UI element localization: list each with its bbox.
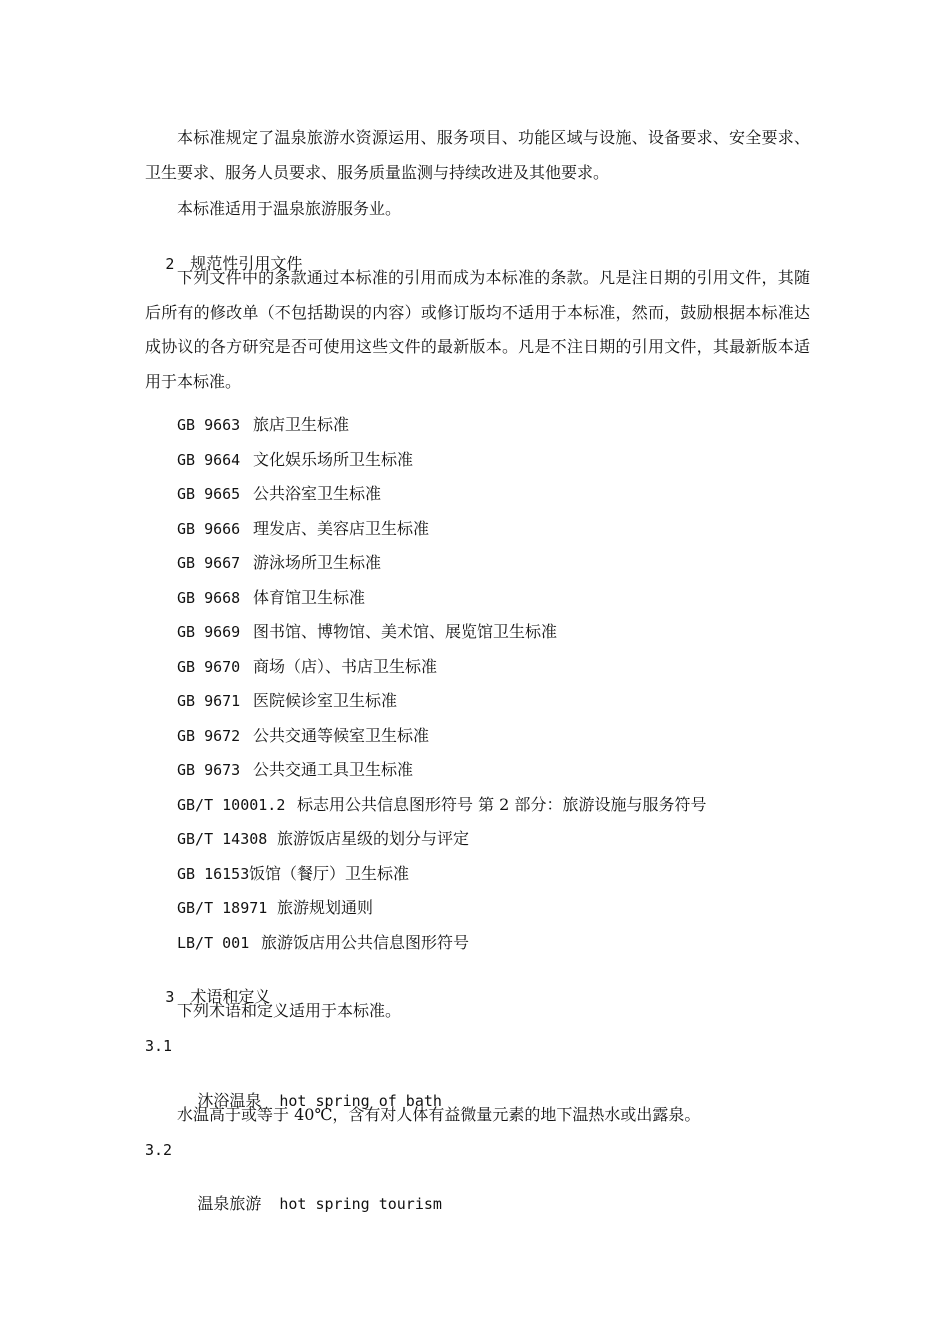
term-definition: 水温高于或等于 40℃，含有对人体有益微量元素的地下温热水或出露泉。 xyxy=(177,1105,701,1124)
reference-title: 旅游饭店星级的划分与评定 xyxy=(277,829,470,848)
reference-title: 标志用公共信息图形符号 第 2 部分：旅游设施与服务符号 xyxy=(297,795,707,814)
reference-title: 体育馆卫生标准 xyxy=(253,588,366,607)
reference-title: 公共交通等候室卫生标准 xyxy=(253,726,430,745)
term-zh: 温泉旅游 xyxy=(197,1194,262,1213)
reference-item xyxy=(177,657,437,677)
reference-item xyxy=(177,415,349,435)
reference-title: 理发店、美容店卫生标准 xyxy=(253,519,430,538)
reference-code: GB 9663 xyxy=(177,416,241,434)
reference-title: 旅店卫生标准 xyxy=(253,415,350,434)
reference-item xyxy=(177,553,381,573)
term-en: hot spring of bath xyxy=(279,1092,442,1110)
section-3-number: 3 xyxy=(165,988,175,1006)
reference-item xyxy=(177,691,397,711)
term-heading xyxy=(177,1174,442,1234)
reference-item xyxy=(177,588,365,608)
reference-title: 文化娱乐场所卫生标准 xyxy=(253,450,414,469)
reference-code: GB 9673 xyxy=(177,761,241,779)
section-3-intro: 下列术语和定义适用于本标准。 xyxy=(177,1001,402,1020)
reference-title: 饭馆（餐厅）卫生标准 xyxy=(249,864,410,883)
section-2-title: 规范性引用文件 xyxy=(190,254,303,273)
reference-item xyxy=(177,622,557,642)
reference-item xyxy=(177,829,469,849)
reference-code: GB 9664 xyxy=(177,451,241,469)
reference-code: GB/T 10001.2 xyxy=(177,796,286,814)
section-2-intro: 下列文件中的条款通过本标准的引用而成为本标准的条款。凡是注日期的引用文件，其随后所有的修改单（不包括勘误的内容）或修订版均不适用于本标准，然而，鼓励根据本标准达成协议的各方研究是否可使用这些文件的最新版本。凡是不注日期的引用文件，其最新版本适用于本标准。 xyxy=(145,268,810,391)
reference-code: GB/T 18971 xyxy=(177,899,268,917)
reference-code: GB 9667 xyxy=(177,554,241,572)
reference-code: GB 9666 xyxy=(177,520,241,538)
term-number: 3.1 xyxy=(145,1037,173,1055)
term-zh: 沐浴温泉 xyxy=(197,1091,262,1110)
reference-item xyxy=(177,726,429,746)
scope-paragraph-2: 本标准适用于温泉旅游服务业。 xyxy=(177,199,402,218)
reference-code: GB 9672 xyxy=(177,727,241,745)
section-3-title: 术语和定义 xyxy=(190,987,271,1006)
reference-title: 医院候诊室卫生标准 xyxy=(253,691,398,710)
section-2-number: 2 xyxy=(165,255,175,273)
reference-item xyxy=(177,519,429,539)
term-number: 3.2 xyxy=(145,1141,173,1159)
reference-code: GB 16153 xyxy=(177,865,250,883)
reference-code: GB 9670 xyxy=(177,658,241,676)
reference-item xyxy=(177,760,413,780)
reference-title: 旅游饭店用公共信息图形符号 xyxy=(261,933,470,952)
reference-title: 游泳场所卫生标准 xyxy=(253,553,382,572)
reference-item xyxy=(177,484,381,504)
reference-title: 旅游规划通则 xyxy=(277,898,374,917)
reference-item xyxy=(177,864,409,884)
reference-item xyxy=(177,795,706,815)
term-en: hot spring tourism xyxy=(279,1195,442,1213)
reference-code: GB 9665 xyxy=(177,485,241,503)
reference-code: GB 9671 xyxy=(177,692,241,710)
reference-code: GB 9669 xyxy=(177,623,241,641)
reference-title: 商场（店）、书店卫生标准 xyxy=(253,657,438,676)
reference-item xyxy=(177,898,373,918)
reference-code: GB 9668 xyxy=(177,589,241,607)
scope-paragraph-1: 本标准规定了温泉旅游水资源运用、服务项目、功能区域与设施、设备要求、安全要求、卫生要求、服务人员要求、服务质量监测与持续改进及其他要求。 xyxy=(145,128,810,182)
reference-title: 公共交通工具卫生标准 xyxy=(253,760,414,779)
reference-code: LB/T 001 xyxy=(177,934,250,952)
reference-title: 图书馆、博物馆、美术馆、展览馆卫生标准 xyxy=(253,622,558,641)
reference-item xyxy=(177,933,469,953)
reference-item xyxy=(177,450,413,470)
reference-code: GB/T 14308 xyxy=(177,830,268,848)
reference-title: 公共浴室卫生标准 xyxy=(253,484,382,503)
